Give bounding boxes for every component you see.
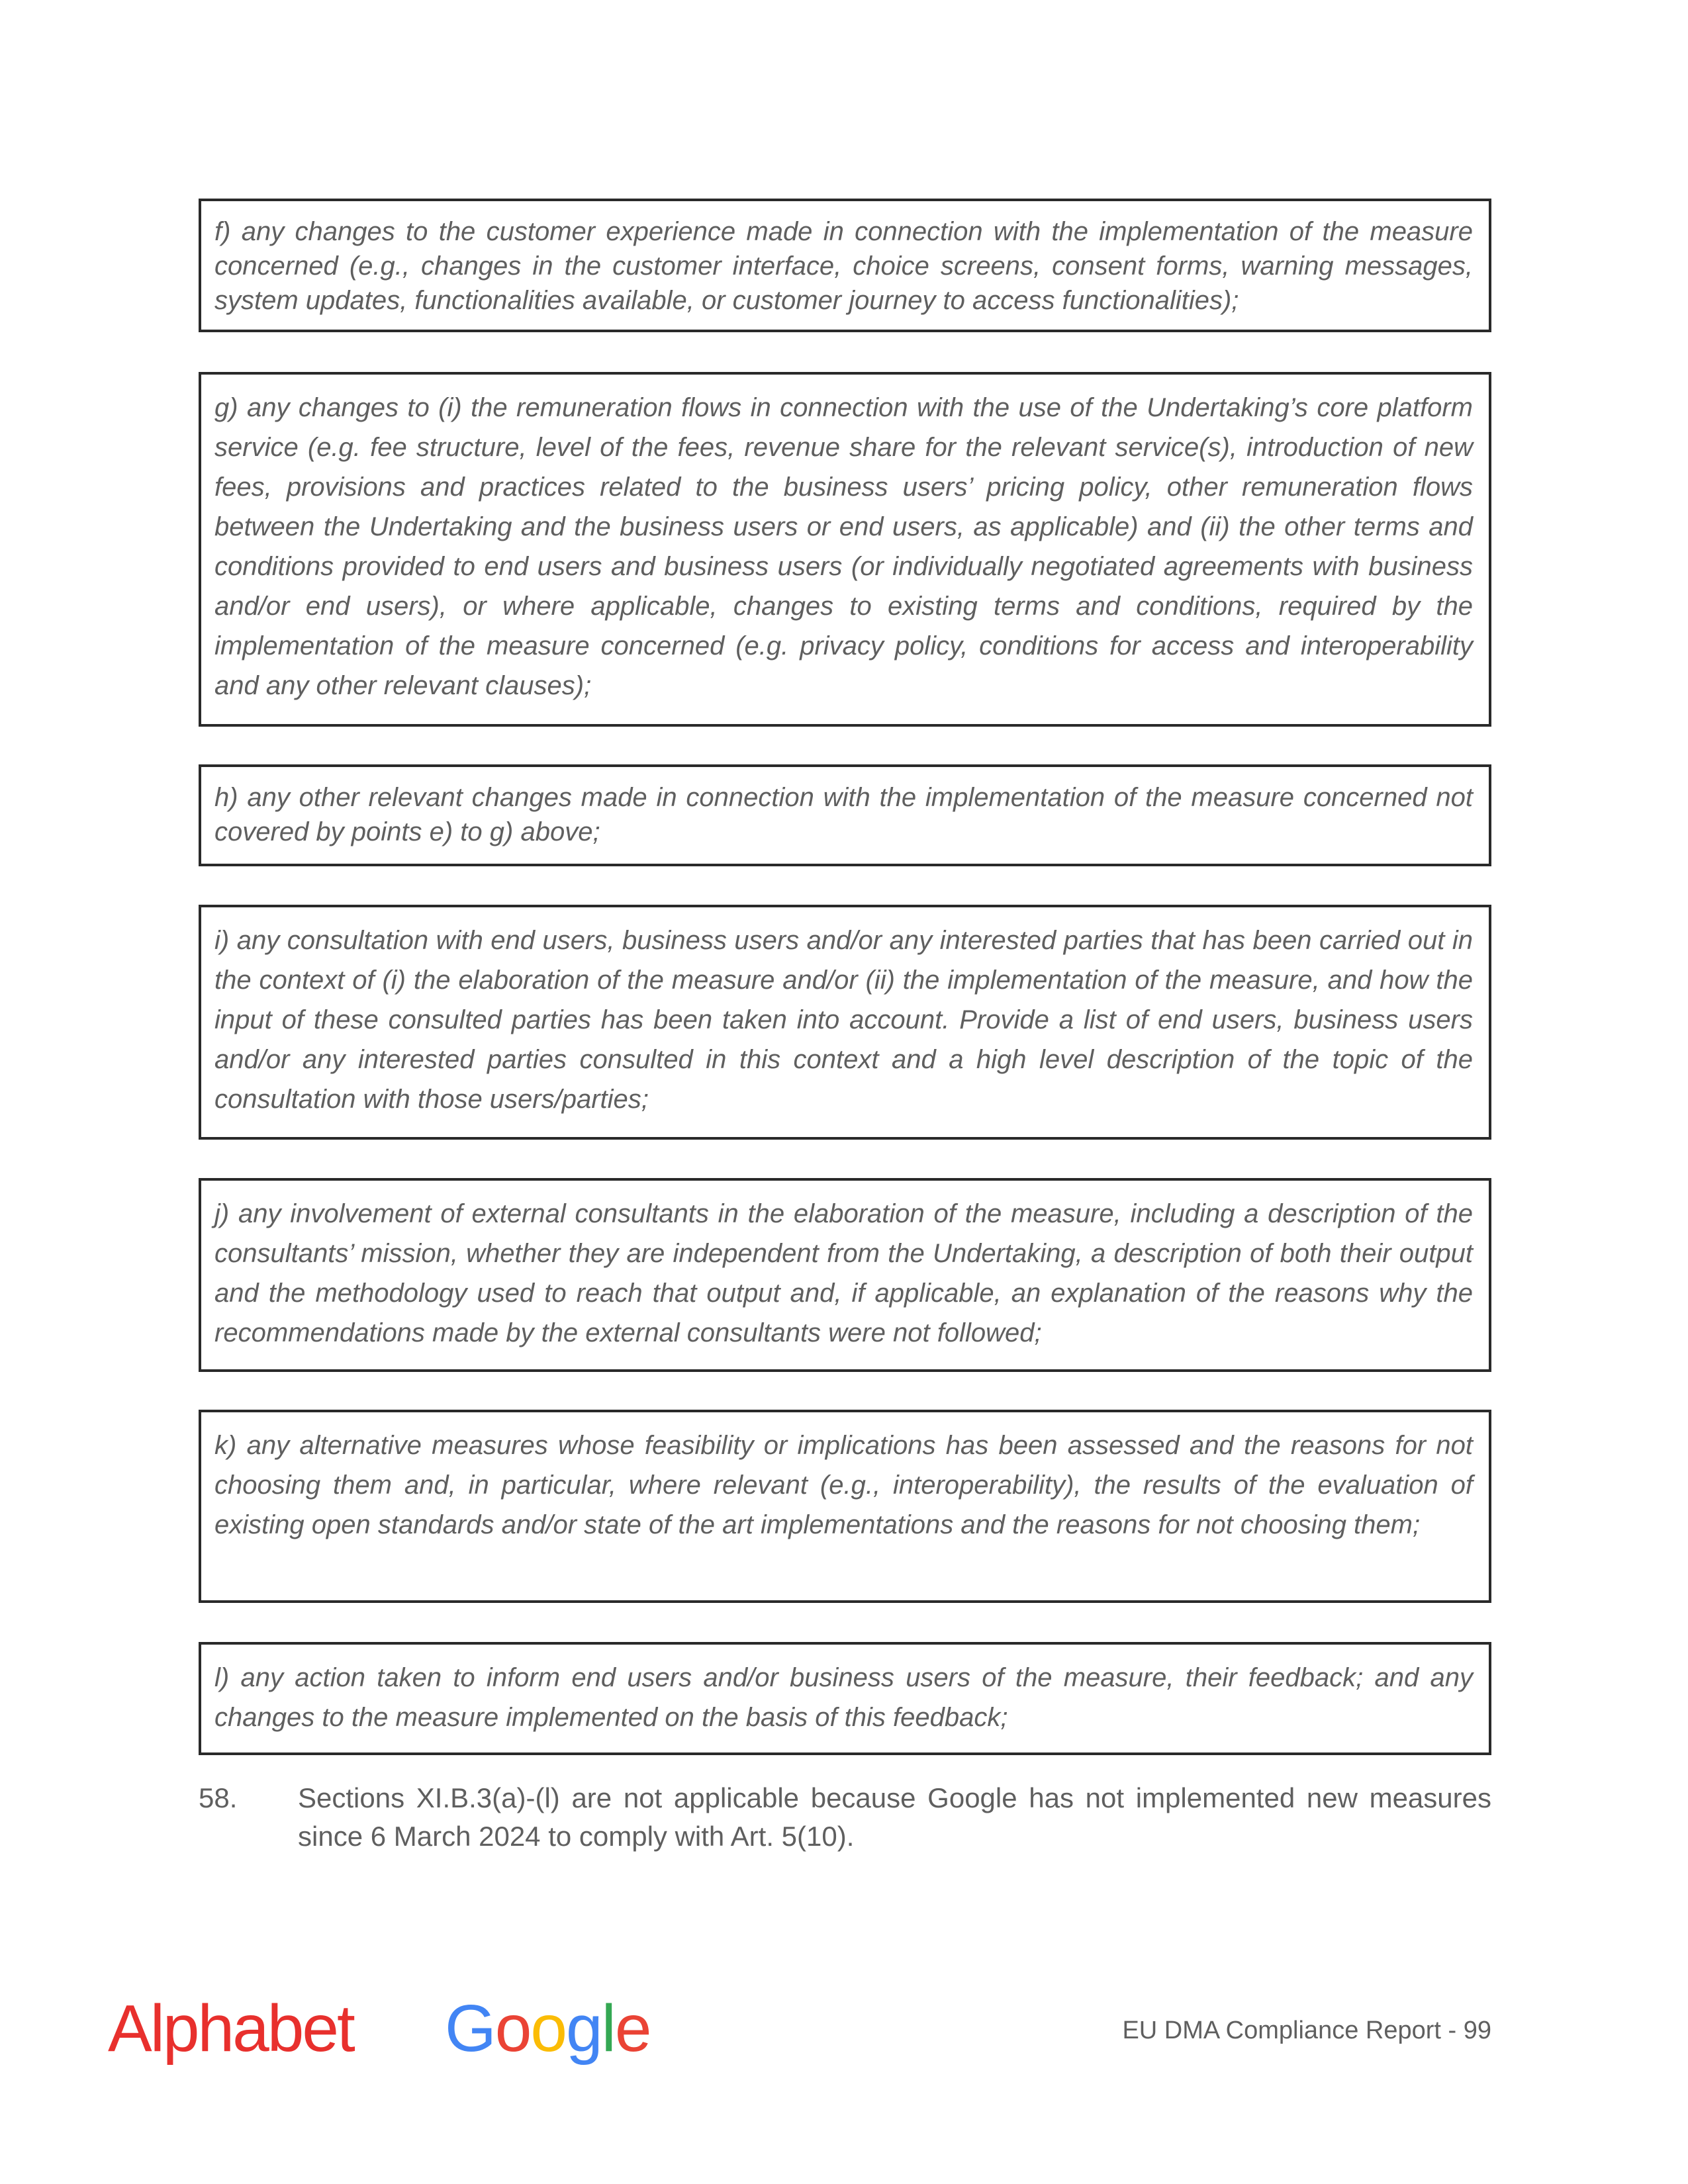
google-logo-letter: e (614, 1991, 651, 2066)
requirement-text-l: l) any action taken to inform end users and/or business users of the measure, their feedback; and any changes to the measure implemented on the basis of this feedback; (214, 1663, 1473, 1732)
requirement-box-l (199, 1642, 1491, 1755)
paragraph-number: 58. (199, 1782, 238, 1813)
numbered-paragraph (199, 1779, 1491, 1856)
requirement-box-j (199, 1178, 1491, 1372)
page-footer-label: EU DMA Compliance Report - 99 (1122, 2017, 1491, 2044)
requirement-text-f: f) any changes to the customer experience made in connection with the implementation of the measure concerned (e.g., changes in the customer interface, choice screens, consent forms, warning messages, system updates, functionalities available, or customer journey to access functionalities); (214, 217, 1473, 315)
alphabet-logo: Alphabet (108, 1991, 353, 2066)
requirement-box-f (199, 199, 1491, 332)
requirement-text-k: k) any alternative measures whose feasibility or implications has been assessed and the reasons for not choosing them and, in particular, where relevant (e.g., interoperability), the results of the evaluation of existing open standards and/or state of the art implementations and the reasons for not choosing them; (214, 1431, 1473, 1539)
requirement-text-h: h) any other relevant changes made in connection with the implementation of the measure concerned not covered by points e) to g) above; (214, 783, 1473, 846)
requirement-text-g: g) any changes to (i) the remuneration flows in connection with the use of the Undertaking’s core platform service (e.g. fee structure, level of the fees, revenue share for the relevant service(s), introduction of new fees, provisions and practices related to the business users’ pricing policy, other remuneration flows between the Undertaking and the business users or end users, as applicable) and (ii) the other terms and conditions provided to end users and business users (or individually negotiated agreements with business and/or end users), or where applicable, changes to existing terms and conditions, required by the implementation of the measure concerned (e.g. privacy policy, conditions for access and interoperability and any other relevant clauses); (214, 393, 1473, 700)
requirement-text-j: j) any involvement of external consultants in the elaboration of the measure, including a description of the consultants’ mission, whether they are independent from the Undertaking, a description of both their output and the methodology used to reach that output and, if applicable, an explanation of the reasons why the recommendations made by the external consultants were not followed; (214, 1199, 1473, 1347)
paragraph-text: Sections XI.B.3(a)-(l) are not applicable because Google has not implemented new measures since 6 March 2024 to comply with Art. 5(10). (298, 1782, 1491, 1852)
google-logo (445, 1992, 651, 2065)
requirement-box-k (199, 1410, 1491, 1603)
requirement-text-i: i) any consultation with end users, business users and/or any interested parties that has been carried out in the context of (i) the elaboration of the measure and/or (ii) the implementation of the measure, and how the input of these consulted parties has been taken into account. Provide a list of end users, business users and/or any interested parties consulted in this context and a high level description of the topic of the consultation with those users/parties; (214, 926, 1473, 1114)
requirement-box-i (199, 905, 1491, 1140)
requirement-box-h (199, 764, 1491, 866)
google-logo-letter: g (566, 1991, 602, 2066)
google-logo-letter: o (494, 1991, 531, 2066)
google-logo-letter: G (445, 1991, 495, 2066)
google-logo-letter: o (530, 1991, 567, 2066)
requirement-box-g (199, 372, 1491, 727)
google-logo-letter: l (601, 1991, 615, 2066)
